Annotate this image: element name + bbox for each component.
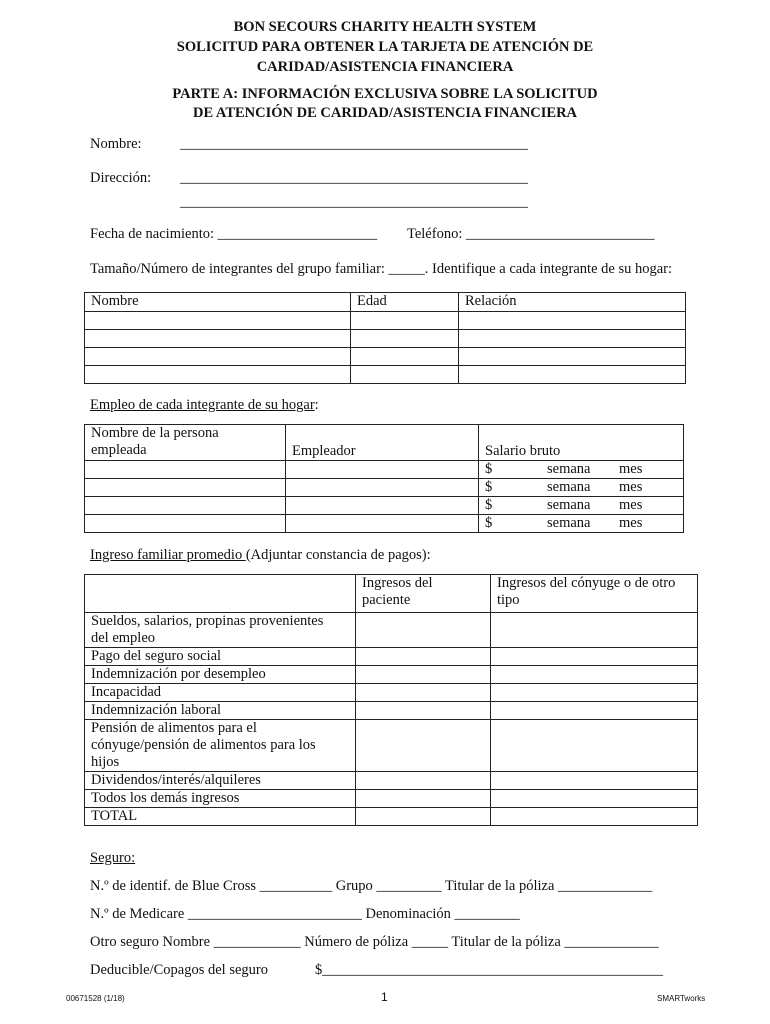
income-label-line2: del empleo	[91, 630, 156, 646]
mes-label: mes	[619, 515, 643, 531]
col-header-relacion: Relación	[459, 293, 686, 312]
dollar-sign: $	[485, 461, 493, 477]
form-title: SOLICITUD PARA OBTENER LA TARJETA DE ATENCIÓN DE	[176, 39, 594, 55]
table-cell[interactable]	[356, 684, 491, 702]
blue-cross-field[interactable]: N.º de identif. de Blue Cross __________ Grupo _________ Titular de la póliza _____________	[90, 878, 653, 894]
table-header-row	[85, 293, 686, 312]
table-cell[interactable]	[356, 666, 491, 684]
table-cell[interactable]	[459, 330, 686, 348]
table-row	[85, 613, 698, 648]
table-row	[85, 461, 684, 479]
dollar-sign: $	[485, 515, 493, 531]
household-size-field[interactable]: Tamaño/Número de integrantes del grupo familiar: _____. Identifique a cada integrante de su hogar:	[90, 261, 673, 277]
income-table	[84, 574, 698, 826]
table-cell[interactable]	[356, 702, 491, 720]
table-cell[interactable]	[356, 648, 491, 666]
direccion-field-2[interactable]: ________________________________________________	[180, 194, 528, 210]
table-cell[interactable]	[491, 666, 698, 684]
table-cell[interactable]	[85, 348, 351, 366]
table-cell[interactable]	[491, 772, 698, 790]
col-header-empleador: Empleador	[286, 425, 479, 461]
dollar-sign: $	[485, 497, 493, 513]
table-cell[interactable]	[491, 808, 698, 826]
table-cell[interactable]	[85, 497, 286, 515]
table-row	[85, 666, 698, 684]
income-heading-underlined: Ingreso familiar promedio	[90, 547, 246, 563]
table-row	[85, 330, 686, 348]
table-header-row	[85, 425, 684, 461]
col-header-persona-line2: empleada	[91, 442, 147, 458]
table-row	[85, 684, 698, 702]
col-header-patient-line2: paciente	[362, 592, 411, 608]
employment-heading-text: Empleo de cada integrante de su hogar	[90, 397, 315, 413]
insurance-heading: Seguro:	[90, 850, 136, 866]
income-label: Incapacidad	[85, 684, 356, 702]
table-row	[85, 497, 684, 515]
table-cell[interactable]	[356, 720, 491, 772]
semana-label: semana	[547, 479, 591, 495]
table-cell[interactable]	[351, 366, 459, 384]
nombre-label: Nombre:	[90, 136, 142, 152]
table-cell[interactable]	[356, 790, 491, 808]
form-code: 00671528 (1/18)	[66, 994, 125, 1003]
income-label: Todos los demás ingresos	[85, 790, 356, 808]
col-header-blank	[85, 575, 356, 613]
household-table	[84, 292, 686, 384]
employment-heading	[90, 397, 319, 414]
income-label-total: TOTAL	[85, 808, 356, 826]
brand-mark: SMARTworks	[657, 994, 706, 1003]
col-header-spouse-line2: tipo	[497, 592, 520, 608]
income-label-line3: hijos	[91, 754, 120, 770]
section-title-cont: DE ATENCIÓN DE CARIDAD/ASISTENCIA FINANCIERA	[192, 105, 578, 121]
nombre-field[interactable]: ________________________________________________	[180, 136, 528, 152]
semana-label: semana	[547, 515, 591, 531]
dollar-sign: $	[485, 479, 493, 495]
table-row	[85, 808, 698, 826]
table-cell[interactable]	[85, 479, 286, 497]
col-header-nombre: Nombre	[85, 293, 351, 312]
salary-cell[interactable]	[479, 461, 684, 479]
table-row	[85, 366, 686, 384]
col-header-edad: Edad	[351, 293, 459, 312]
income-label: Indemnización laboral	[85, 702, 356, 720]
income-heading-rest: (Adjuntar constancia de pagos):	[245, 547, 431, 563]
table-cell[interactable]	[356, 772, 491, 790]
deductible-field[interactable]: $_______________________________________________	[315, 962, 663, 978]
table-cell[interactable]	[286, 479, 479, 497]
fecha-nacimiento-field[interactable]: Fecha de nacimiento: ______________________	[90, 226, 378, 242]
col-header-spouse	[491, 575, 698, 613]
income-heading	[90, 547, 431, 564]
direccion-field[interactable]: ________________________________________________	[180, 170, 528, 186]
salary-cell[interactable]	[479, 515, 684, 533]
table-cell[interactable]	[491, 613, 698, 648]
mes-label: mes	[619, 461, 643, 477]
form-title-cont: CARIDAD/ASISTENCIA FINANCIERA	[256, 59, 514, 75]
income-label: Indemnización por desempleo	[85, 666, 356, 684]
col-header-salario: Salario bruto	[479, 425, 684, 461]
col-header-patient-line1: Ingresos del	[362, 575, 433, 591]
table-cell[interactable]	[85, 366, 351, 384]
col-header-persona	[85, 425, 286, 461]
col-header-persona-line1: Nombre de la persona	[91, 425, 219, 441]
semana-label: semana	[547, 461, 591, 477]
col-header-spouse-line1: Ingresos del cónyuge o de otro	[497, 575, 676, 591]
table-cell[interactable]	[491, 648, 698, 666]
medicare-field[interactable]: N.º de Medicare ________________________ Denominación _________	[90, 906, 520, 922]
table-cell[interactable]	[356, 613, 491, 648]
table-cell[interactable]	[85, 461, 286, 479]
employment-heading-colon: :	[314, 397, 319, 413]
table-header-row	[85, 575, 698, 613]
table-row	[85, 790, 698, 808]
table-cell[interactable]	[85, 330, 351, 348]
income-label: Pago del seguro social	[85, 648, 356, 666]
other-insurance-field[interactable]: Otro seguro Nombre ____________ Número de póliza _____ Titular de la póliza _____________	[90, 934, 659, 950]
section-title: PARTE A: INFORMACIÓN EXCLUSIVA SOBRE LA SOLICITUD	[172, 86, 598, 102]
table-cell[interactable]	[351, 330, 459, 348]
table-cell[interactable]	[351, 312, 459, 330]
table-row	[85, 515, 684, 533]
income-label: Dividendos/interés/alquileres	[85, 772, 356, 790]
income-label	[85, 720, 356, 772]
income-label-line1: Pensión de alimentos para el	[91, 720, 257, 736]
income-label-line1: Sueldos, salarios, propinas provenientes	[91, 613, 324, 629]
table-cell[interactable]	[356, 808, 491, 826]
table-cell[interactable]	[491, 720, 698, 772]
salary-cell[interactable]	[479, 479, 684, 497]
table-row	[85, 720, 698, 772]
table-row	[85, 312, 686, 330]
col-header-patient	[356, 575, 491, 613]
form-title-org: BON SECOURS CHARITY HEALTH SYSTEM	[233, 19, 537, 35]
mes-label: mes	[619, 479, 643, 495]
table-cell[interactable]	[286, 497, 479, 515]
table-cell[interactable]	[286, 461, 479, 479]
direccion-label: Dirección:	[90, 170, 152, 186]
salary-cell[interactable]	[479, 497, 684, 515]
table-cell[interactable]	[491, 702, 698, 720]
table-row	[85, 702, 698, 720]
table-cell[interactable]	[459, 348, 686, 366]
table-row	[85, 772, 698, 790]
table-row	[85, 348, 686, 366]
table-row	[85, 479, 684, 497]
table-row	[85, 648, 698, 666]
table-cell[interactable]	[85, 312, 351, 330]
table-cell[interactable]	[85, 515, 286, 533]
table-cell[interactable]	[286, 515, 479, 533]
income-label-line2: cónyuge/pensión de alimentos para los	[91, 737, 316, 753]
employment-table	[84, 424, 684, 533]
table-cell[interactable]	[491, 790, 698, 808]
semana-label: semana	[547, 497, 591, 513]
deductible-label: Deducible/Copagos del seguro	[90, 962, 268, 978]
income-label	[85, 613, 356, 648]
mes-label: mes	[619, 497, 643, 513]
page-number: 1	[381, 990, 388, 1004]
table-cell[interactable]	[459, 312, 686, 330]
table-cell[interactable]	[491, 684, 698, 702]
table-cell[interactable]	[351, 348, 459, 366]
table-cell[interactable]	[459, 366, 686, 384]
telefono-field[interactable]: Teléfono: __________________________	[407, 226, 655, 242]
